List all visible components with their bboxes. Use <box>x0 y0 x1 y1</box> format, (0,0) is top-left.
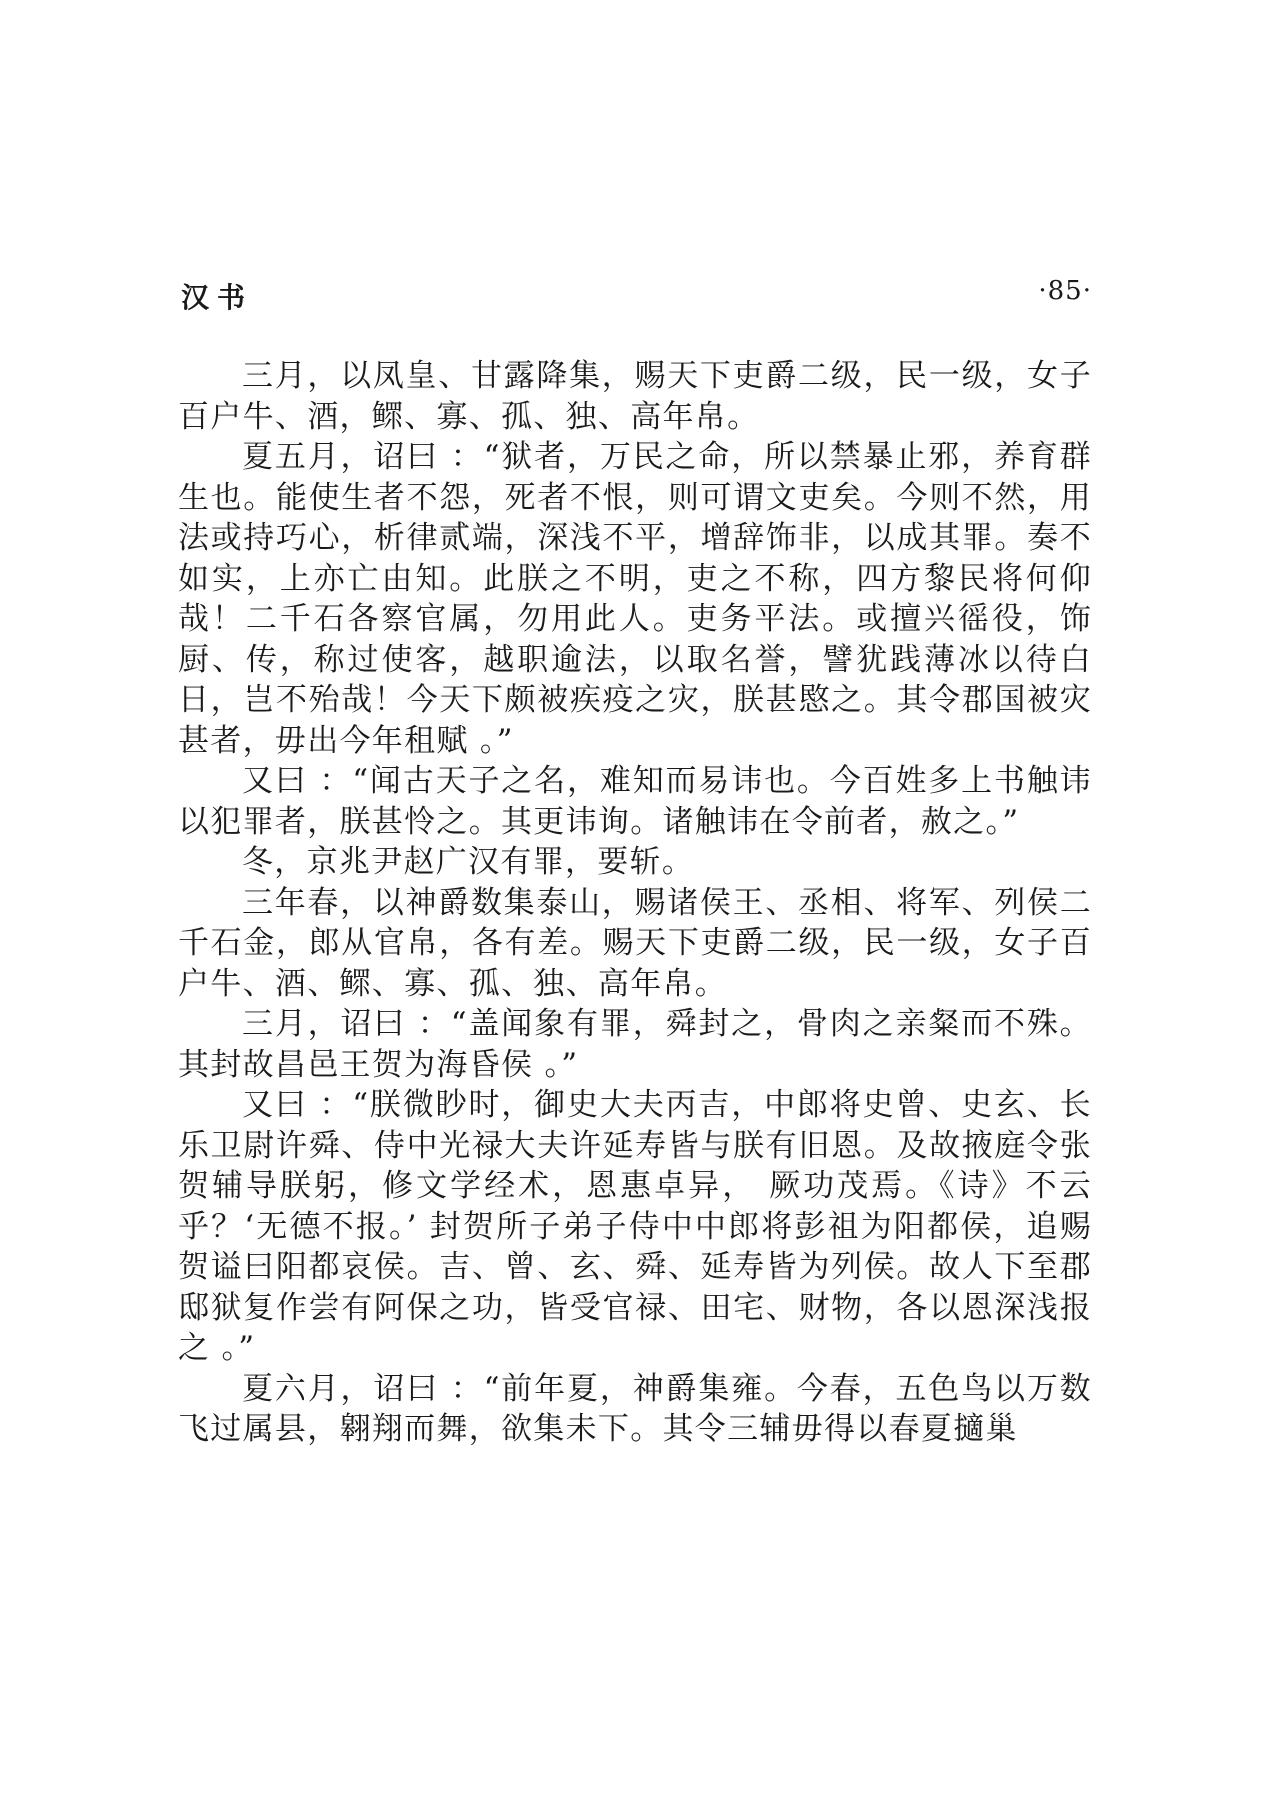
paragraph: 三月，诏曰 ：“盖闻象有罪，舜封之，骨肉之亲粲而不殊。其封故昌邑王贺为海昏侯 。” <box>178 1006 1092 1083</box>
paragraph: 冬，京兆尹赵广汉有罪，要斩。 <box>242 844 695 880</box>
paragraph: 三月，以凤皇、甘露降集，赐天下吏爵二级，民一级，女子百户牛、酒，鳏、寡、孤、独、高年帛。 <box>178 358 1092 435</box>
paragraph: 又曰 ：“朕微眇时，御史大夫丙吉，中郎将史曾、史玄、长乐卫尉许舜、侍中光禄大夫许延寿皆与朕有旧恩。及故掖庭令张贺辅导朕躬，修文学经术，恩惠卓异， 厥功茂焉。《诗》不云乎？‘无德不报。’ 封贺所子弟子侍中中郎将彭祖为阳都侯，追赐贺谥曰阳都哀侯。吉、曾、玄、舜、延寿皆为列侯。故人下至郡邸狱复作尝有阿保之功，皆受官禄、田宅、财物，各以恩深浅报之 。” <box>178 1087 1092 1366</box>
paragraph: 夏六月，诏曰 ：“前年夏，神爵集雍。今春，五色鸟以万数飞过属县，翱翔而舞，欲集未下。其令三辅毋得以春夏擿巢 <box>178 1370 1092 1447</box>
page-number: ·85· <box>1038 276 1092 306</box>
paragraph: 三年春，以神爵数集泰山，赐诸侯王、丞相、将军、列侯二千石金，郎从官帛，各有差。赐天下吏爵二级，民一级，女子百户牛、酒、鳏、寡、孤、独、高年帛。 <box>178 884 1092 1002</box>
page-header <box>181 276 1092 316</box>
book-title: 汉书 <box>181 281 254 314</box>
paragraph: 又曰 ：“闻古天子之名，难知而易讳也。今百姓多上书触讳以犯罪者，朕甚怜之。其更讳询。诸触讳在令前者，赦之。” <box>178 763 1092 840</box>
body-text <box>178 356 1092 1450</box>
paragraph: 夏五月，诏曰 ：“狱者，万民之命，所以禁暴止邪，养育群生也。能使生者不怨，死者不恨，则可谓文吏矣。今则不然，用法或持巧心，析律贰端，深浅不平，增辞饰非，以成其罪。奏不如实，上亦亡由知。此朕之不明，吏之不称，四方黎民将何仰哉！二千石各察官属，勿用此人。吏务平法。或擅兴徭役，饰厨、传，称过使客，越职逾法，以取名誉，譬犹践薄冰以待白日，岂不殆哉！今天下颇被疾疫之灾，朕甚愍之。其令郡国被灾甚者，毋出今年租赋 。” <box>178 439 1092 759</box>
